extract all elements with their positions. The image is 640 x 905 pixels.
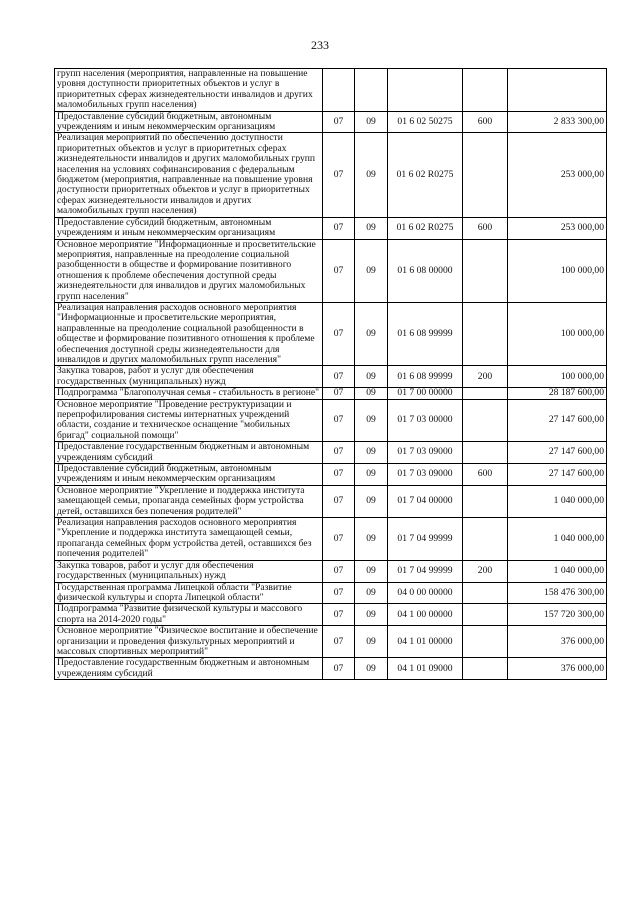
table-row bbox=[55, 69, 607, 112]
table-row bbox=[55, 217, 607, 239]
row-expense-type-cell bbox=[463, 133, 508, 217]
row-name-cell: Предоставление субсидий бюджетным, автономным учреждениям и иным некоммерческим организациям bbox=[55, 111, 323, 133]
row-name-cell: Закупка товаров, работ и услуг для обеспечения государственных (муниципальных) нужд bbox=[55, 366, 323, 388]
row-amount-cell: 253 000,00 bbox=[508, 217, 607, 239]
row-subsection-cell: 09 bbox=[355, 518, 388, 561]
row-target-code-cell: 01 7 04 99999 bbox=[388, 560, 463, 582]
row-target-code-cell: 01 6 02 R0275 bbox=[388, 133, 463, 217]
row-amount-cell: 157 720 300,00 bbox=[508, 604, 607, 626]
row-amount-cell: 253 000,00 bbox=[508, 133, 607, 217]
row-expense-type-cell bbox=[463, 518, 508, 561]
row-section-cell: 07 bbox=[323, 111, 355, 133]
row-amount-cell: 376 000,00 bbox=[508, 626, 607, 658]
table-row bbox=[55, 366, 607, 388]
row-target-code-cell: 01 7 00 00000 bbox=[388, 388, 463, 399]
budget-table bbox=[54, 68, 607, 680]
row-subsection-cell: 09 bbox=[355, 485, 388, 517]
row-section-cell: 07 bbox=[323, 658, 355, 680]
table-row bbox=[55, 388, 607, 399]
row-target-code-cell: 01 7 03 09000 bbox=[388, 442, 463, 464]
row-subsection-cell: 09 bbox=[355, 133, 388, 217]
row-target-code-cell: 01 6 02 50275 bbox=[388, 111, 463, 133]
row-subsection-cell: 09 bbox=[355, 366, 388, 388]
row-target-code-cell: 01 7 03 09000 bbox=[388, 464, 463, 486]
row-subsection-cell: 09 bbox=[355, 582, 388, 604]
table-row bbox=[55, 464, 607, 486]
row-expense-type-cell: 600 bbox=[463, 217, 508, 239]
row-expense-type-cell bbox=[463, 626, 508, 658]
row-section-cell: 07 bbox=[323, 560, 355, 582]
row-section-cell: 07 bbox=[323, 133, 355, 217]
row-subsection-cell bbox=[355, 69, 388, 112]
table-row bbox=[55, 626, 607, 658]
row-name-cell: Основное мероприятие "Информационные и просветительские мероприятия, направленные на преодоление социальной разобщенности в обществе и формирование позитивного отношения к проблеме обеспечения доступной среды жизнедеятельности для инвалидов и других маломобильных групп населения" bbox=[55, 239, 323, 302]
row-subsection-cell: 09 bbox=[355, 388, 388, 399]
row-name-cell: групп населения (мероприятия, направленные на повышение уровня доступности приоритетных объектов и услуг в приоритетных сферах жизнедеятельности инвалидов и других маломобильных групп населения) bbox=[55, 69, 323, 112]
row-name-cell: Реализация направления расходов основного мероприятия "Укрепление и поддержка института замещающей семьи, пропаганда семейных форм устройства детей, оставшихся без попечения родителей" bbox=[55, 518, 323, 561]
row-expense-type-cell bbox=[463, 388, 508, 399]
row-section-cell: 07 bbox=[323, 366, 355, 388]
row-subsection-cell: 09 bbox=[355, 239, 388, 302]
row-name-cell: Основное мероприятие "Физическое воспитание и обеспечение организации и проведения физкультурных мероприятий и массовых спортивных мероприятий" bbox=[55, 626, 323, 658]
table-row bbox=[55, 485, 607, 517]
row-target-code-cell: 01 7 04 99999 bbox=[388, 518, 463, 561]
row-name-cell: Закупка товаров, работ и услуг для обеспечения государственных (муниципальных) нужд bbox=[55, 560, 323, 582]
row-target-code-cell: 01 6 08 99999 bbox=[388, 366, 463, 388]
table-row bbox=[55, 442, 607, 464]
row-section-cell: 07 bbox=[323, 485, 355, 517]
row-amount-cell: 158 476 300,00 bbox=[508, 582, 607, 604]
table-row bbox=[55, 658, 607, 680]
row-expense-type-cell: 200 bbox=[463, 366, 508, 388]
row-name-cell: Реализация направления расходов основного мероприятия "Информационные и просветительские мероприятия, направленные на преодоление социальной разобщенности в обществе и формирование позитивного отношения к проблеме обеспечения доступной среды жизнедеятельности для инвалидов и других маломобильных групп населения" bbox=[55, 302, 323, 365]
row-name-cell: Основное мероприятие "Укрепление и поддержка института замещающей семьи, пропаганда семейных форм устройства детей, оставшихся без попечения родителей" bbox=[55, 485, 323, 517]
row-expense-type-cell bbox=[463, 658, 508, 680]
row-section-cell: 07 bbox=[323, 442, 355, 464]
row-amount-cell: 1 040 000,00 bbox=[508, 560, 607, 582]
row-section-cell: 07 bbox=[323, 626, 355, 658]
table-row bbox=[55, 560, 607, 582]
row-target-code-cell: 04 1 01 09000 bbox=[388, 658, 463, 680]
row-name-cell: Основное мероприятие "Проведение реструктуризации и перепрофилирования системы интернатных учреждений области, создание и техническое оснащение "мобильных бригад" социальной помощи" bbox=[55, 399, 323, 442]
row-expense-type-cell bbox=[463, 239, 508, 302]
row-expense-type-cell: 200 bbox=[463, 560, 508, 582]
row-amount-cell: 100 000,00 bbox=[508, 239, 607, 302]
row-section-cell: 07 bbox=[323, 464, 355, 486]
row-expense-type-cell bbox=[463, 69, 508, 112]
row-target-code-cell bbox=[388, 69, 463, 112]
row-section-cell bbox=[323, 69, 355, 112]
table-row bbox=[55, 302, 607, 365]
row-amount-cell: 2 833 300,00 bbox=[508, 111, 607, 133]
row-section-cell: 07 bbox=[323, 217, 355, 239]
row-section-cell: 07 bbox=[323, 518, 355, 561]
row-amount-cell: 27 147 600,00 bbox=[508, 464, 607, 486]
row-expense-type-cell bbox=[463, 302, 508, 365]
row-amount-cell: 100 000,00 bbox=[508, 366, 607, 388]
row-expense-type-cell bbox=[463, 399, 508, 442]
row-name-cell: Подпрограмма "Благополучная семья - стабильность в регионе" bbox=[55, 388, 323, 399]
row-name-cell: Государственная программа Липецкой области "Развитие физической культуры и спорта Липецкой области" bbox=[55, 582, 323, 604]
row-target-code-cell: 04 1 01 00000 bbox=[388, 626, 463, 658]
row-amount-cell: 1 040 000,00 bbox=[508, 518, 607, 561]
row-name-cell: Предоставление государственным бюджетным и автономным учреждениям субсидий bbox=[55, 658, 323, 680]
row-target-code-cell: 01 7 03 00000 bbox=[388, 399, 463, 442]
budget-table-body bbox=[55, 69, 607, 680]
row-target-code-cell: 01 6 08 99999 bbox=[388, 302, 463, 365]
table-row bbox=[55, 518, 607, 561]
table-row bbox=[55, 133, 607, 217]
row-amount-cell: 28 187 600,00 bbox=[508, 388, 607, 399]
table-row bbox=[55, 239, 607, 302]
row-subsection-cell: 09 bbox=[355, 217, 388, 239]
page-number: 233 bbox=[311, 38, 329, 52]
row-target-code-cell: 04 1 00 00000 bbox=[388, 604, 463, 626]
row-target-code-cell: 01 7 04 00000 bbox=[388, 485, 463, 517]
row-expense-type-cell bbox=[463, 604, 508, 626]
row-expense-type-cell bbox=[463, 485, 508, 517]
row-expense-type-cell bbox=[463, 582, 508, 604]
row-subsection-cell: 09 bbox=[355, 111, 388, 133]
table-row bbox=[55, 582, 607, 604]
row-subsection-cell: 09 bbox=[355, 302, 388, 365]
row-name-cell: Подпрограмма "Развитие физической культуры и массового спорта на 2014-2020 годы" bbox=[55, 604, 323, 626]
row-section-cell: 07 bbox=[323, 604, 355, 626]
row-subsection-cell: 09 bbox=[355, 604, 388, 626]
row-name-cell: Реализация мероприятий по обеспечению доступности приоритетных объектов и услуг в приоритетных сферах жизнедеятельности инвалидов и других маломобильных групп населения на условиях софинансирования с федеральным бюджетом (мероприятия, направленные на повышение уровня доступности приоритетных объектов и услуг в приоритетных сферах жизнедеятельности инвалидов и других маломобильных групп населения) bbox=[55, 133, 323, 217]
row-target-code-cell: 01 6 02 R0275 bbox=[388, 217, 463, 239]
table-row bbox=[55, 111, 607, 133]
row-amount-cell: 27 147 600,00 bbox=[508, 442, 607, 464]
row-section-cell: 07 bbox=[323, 399, 355, 442]
row-subsection-cell: 09 bbox=[355, 560, 388, 582]
row-subsection-cell: 09 bbox=[355, 464, 388, 486]
row-section-cell: 07 bbox=[323, 239, 355, 302]
row-amount-cell: 100 000,00 bbox=[508, 302, 607, 365]
row-name-cell: Предоставление государственным бюджетным и автономным учреждениям субсидий bbox=[55, 442, 323, 464]
row-section-cell: 07 bbox=[323, 302, 355, 365]
row-name-cell: Предоставление субсидий бюджетным, автономным учреждениям и иным некоммерческим организациям bbox=[55, 464, 323, 486]
row-section-cell: 07 bbox=[323, 388, 355, 399]
row-subsection-cell: 09 bbox=[355, 626, 388, 658]
row-name-cell: Предоставление субсидий бюджетным, автономным учреждениям и иным некоммерческим организациям bbox=[55, 217, 323, 239]
row-section-cell: 07 bbox=[323, 582, 355, 604]
row-subsection-cell: 09 bbox=[355, 399, 388, 442]
row-subsection-cell: 09 bbox=[355, 442, 388, 464]
row-expense-type-cell: 600 bbox=[463, 111, 508, 133]
row-amount-cell bbox=[508, 69, 607, 112]
table-row bbox=[55, 399, 607, 442]
row-target-code-cell: 01 6 08 00000 bbox=[388, 239, 463, 302]
row-subsection-cell: 09 bbox=[355, 658, 388, 680]
row-expense-type-cell: 600 bbox=[463, 464, 508, 486]
row-amount-cell: 1 040 000,00 bbox=[508, 485, 607, 517]
row-amount-cell: 376 000,00 bbox=[508, 658, 607, 680]
row-expense-type-cell bbox=[463, 442, 508, 464]
table-row bbox=[55, 604, 607, 626]
row-target-code-cell: 04 0 00 00000 bbox=[388, 582, 463, 604]
row-amount-cell: 27 147 600,00 bbox=[508, 399, 607, 442]
